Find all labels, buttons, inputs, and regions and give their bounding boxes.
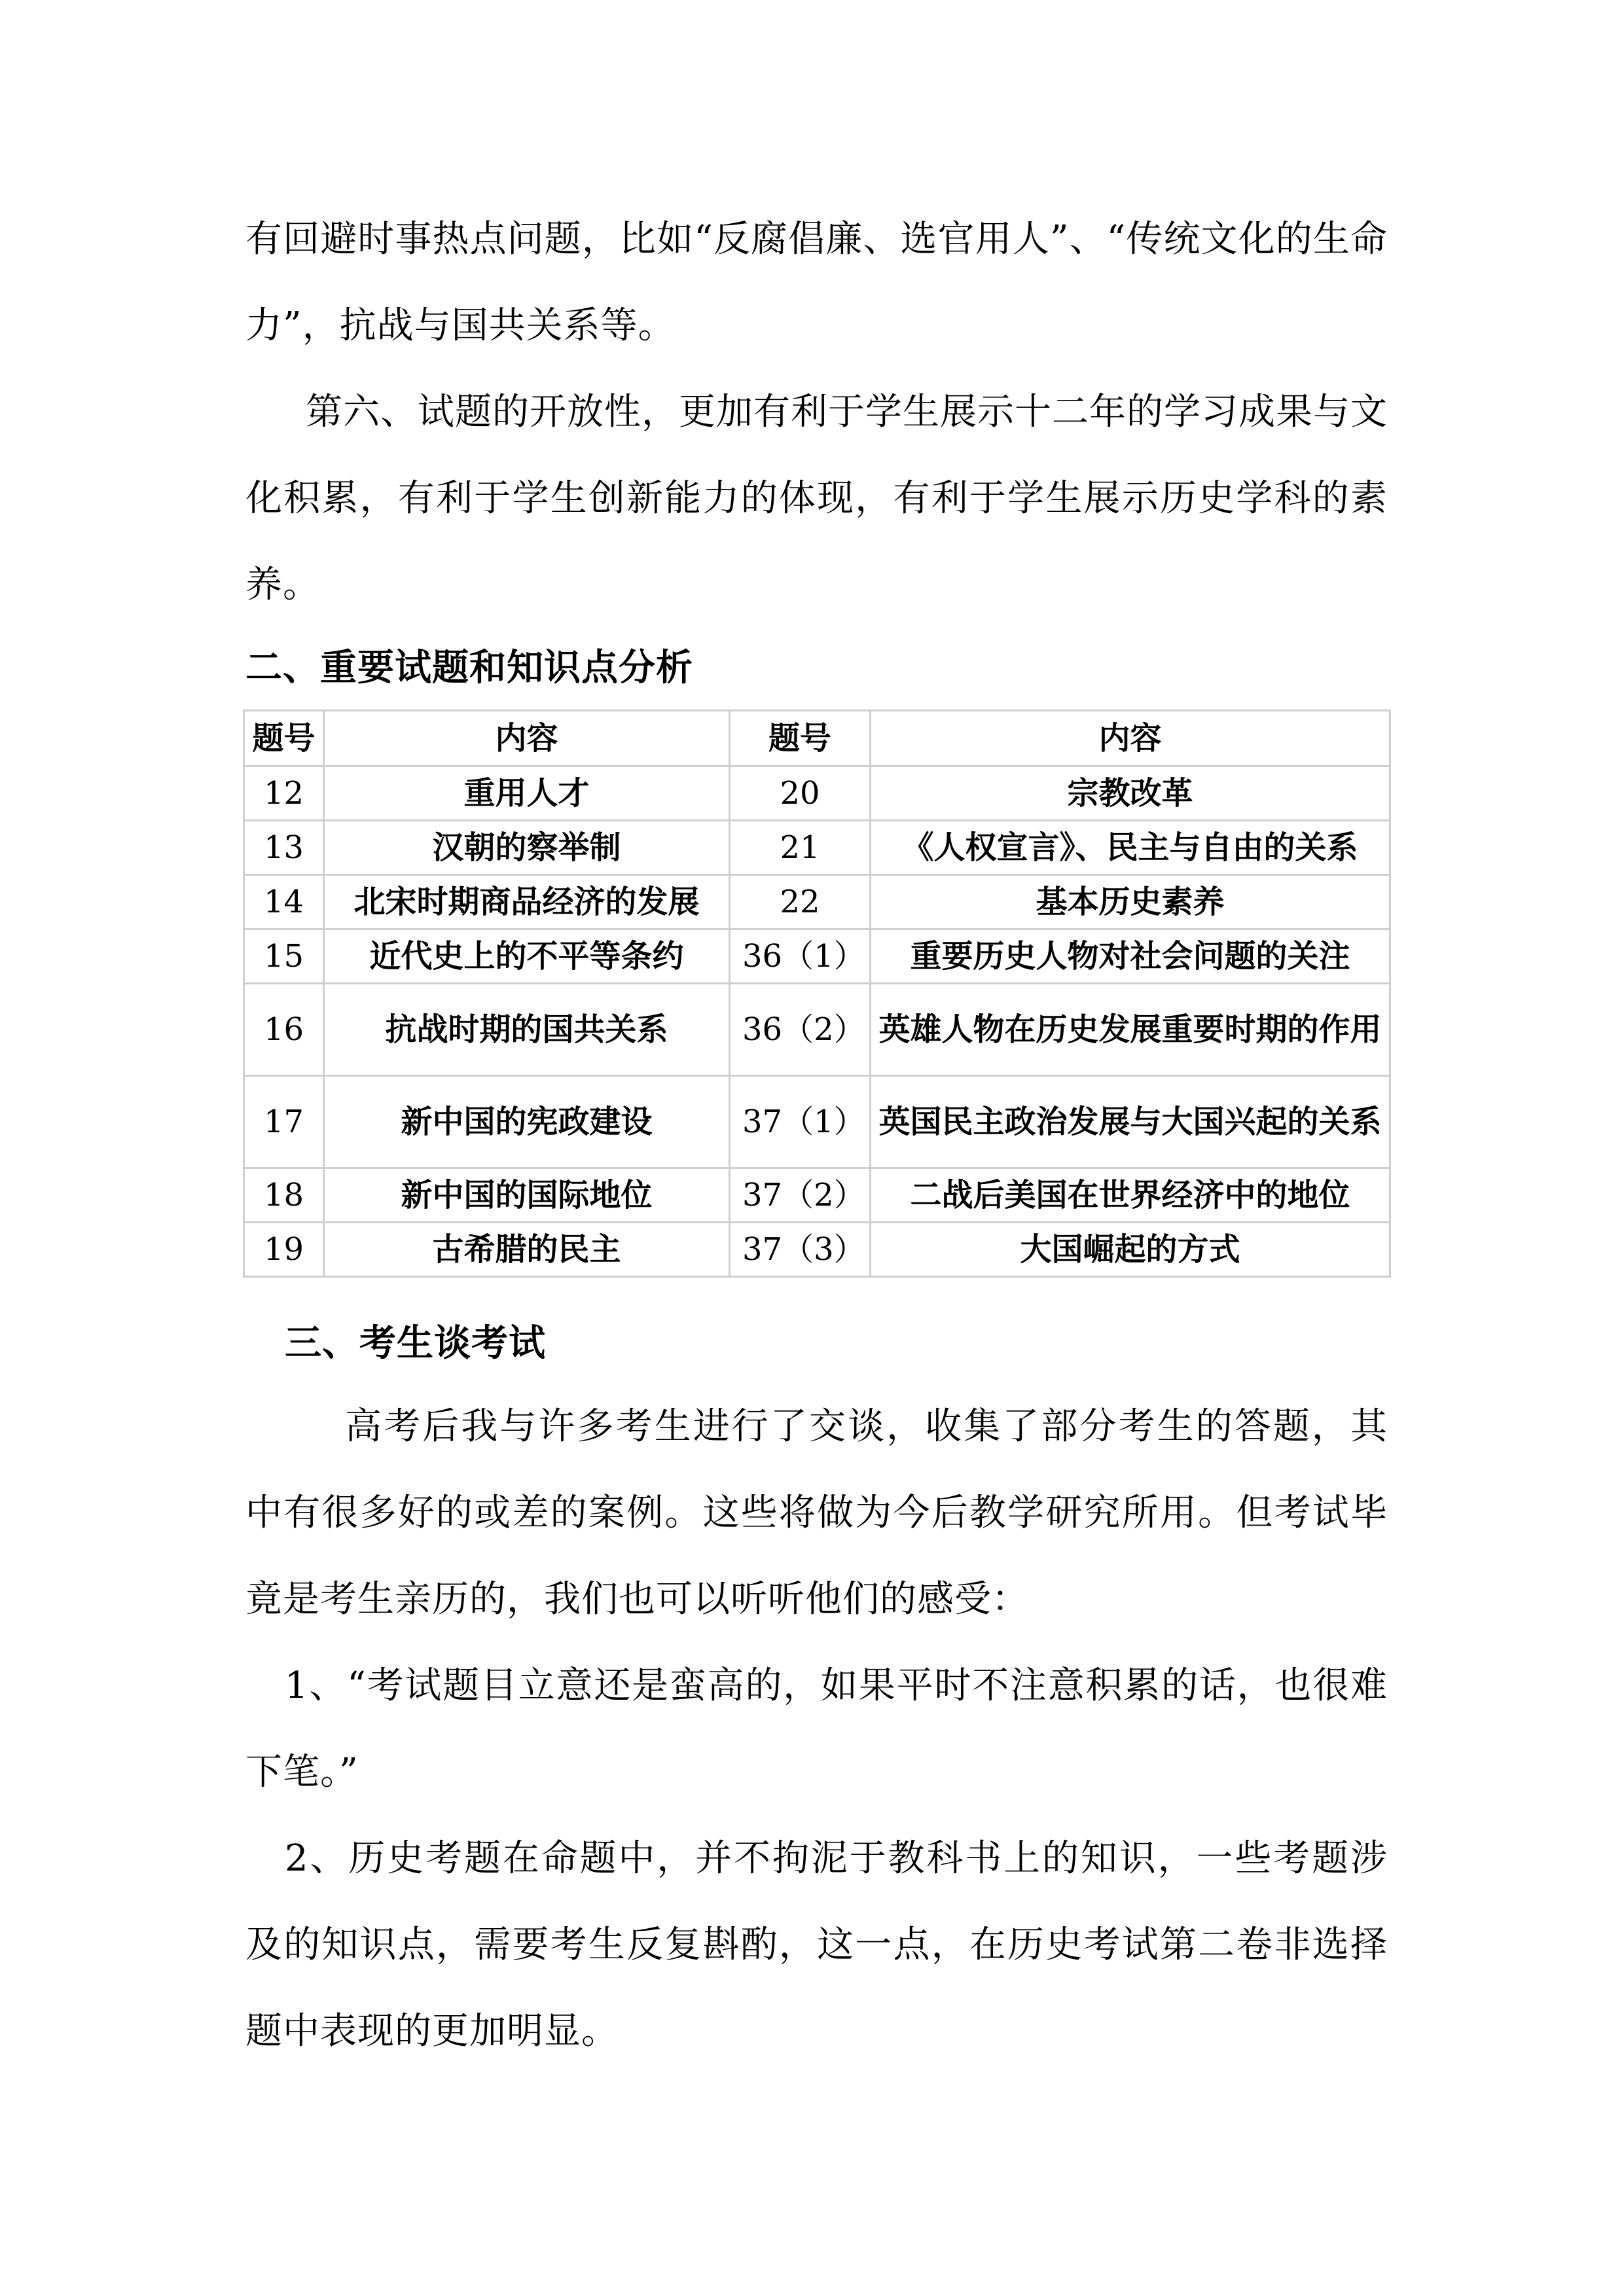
question-no: 22 bbox=[730, 875, 871, 929]
table-row bbox=[244, 875, 1390, 929]
content-cell: 汉朝的察举制 bbox=[324, 821, 730, 875]
content-cell: 英国民主政治发展与大国兴起的关系 bbox=[871, 1076, 1390, 1168]
table-row bbox=[244, 984, 1390, 1076]
content-cell: 重用人才 bbox=[324, 766, 730, 821]
question-no: 20 bbox=[730, 766, 871, 821]
table-row bbox=[244, 1223, 1390, 1277]
paragraph-student-interviews: 高考后我与许多考生进行了交谈，收集了部分考生的答题，其中有很多好的或差的案例。这些将做为今后教学研究所用。但考试毕竟是考生亲历的，我们也可以听听他们的感受： bbox=[245, 1405, 1388, 1621]
content-cell: 《人权宣言》、民主与自由的关系 bbox=[871, 821, 1390, 875]
content-cell: 重要历史人物对社会问题的关注 bbox=[871, 929, 1390, 984]
paragraph-student-quote-1: 1、“考试题目立意还是蛮高的，如果平时不注意积累的话，也很难下笔。” bbox=[245, 1664, 1388, 1793]
content-cell: 新中国的国际地位 bbox=[324, 1168, 730, 1223]
question-no: 14 bbox=[244, 875, 324, 929]
table-row bbox=[244, 1076, 1390, 1168]
content-cell: 近代史上的不平等条约 bbox=[324, 929, 730, 984]
table-row bbox=[244, 1168, 1390, 1223]
question-no: 37（2） bbox=[730, 1168, 871, 1223]
content-cell: 英雄人物在历史发展重要时期的作用 bbox=[871, 984, 1390, 1076]
table-header-row bbox=[244, 711, 1390, 766]
header-content: 内容 bbox=[324, 711, 730, 766]
knowledge-point-table bbox=[243, 709, 1391, 1278]
question-no: 12 bbox=[244, 766, 324, 821]
paragraph-openness: 第六、试题的开放性，更加有利于学生展示十二年的学习成果与文化积累，有利于学生创新能力的体现，有利于学生展示历史学科的素养。 bbox=[245, 391, 1388, 606]
table-row bbox=[244, 929, 1390, 984]
content-cell: 二战后美国在世界经济中的地位 bbox=[871, 1168, 1390, 1223]
table-row bbox=[244, 821, 1390, 875]
question-no: 19 bbox=[244, 1223, 324, 1277]
question-no: 17 bbox=[244, 1076, 324, 1168]
header-content: 内容 bbox=[871, 711, 1390, 766]
content-cell: 古希腊的民主 bbox=[324, 1223, 730, 1277]
content-cell: 北宋时期商品经济的发展 bbox=[324, 875, 730, 929]
question-no: 16 bbox=[244, 984, 324, 1076]
question-no: 13 bbox=[244, 821, 324, 875]
question-no: 37（1） bbox=[730, 1076, 871, 1168]
question-no: 36（1） bbox=[730, 929, 871, 984]
table-row bbox=[244, 766, 1390, 821]
header-question-no: 题号 bbox=[730, 711, 871, 766]
content-cell: 基本历史素养 bbox=[871, 875, 1390, 929]
content-cell: 大国崛起的方式 bbox=[871, 1223, 1390, 1277]
question-no: 21 bbox=[730, 821, 871, 875]
content-cell: 宗教改革 bbox=[871, 766, 1390, 821]
question-no: 18 bbox=[244, 1168, 324, 1223]
question-no: 37（3） bbox=[730, 1223, 871, 1277]
header-question-no: 题号 bbox=[244, 711, 324, 766]
question-no: 15 bbox=[244, 929, 324, 984]
section-heading-2: 二、重要试题和知识点分析 bbox=[245, 646, 693, 689]
question-no: 36（2） bbox=[730, 984, 871, 1076]
section-heading-3: 三、考生谈考试 bbox=[285, 1321, 546, 1365]
paragraph-hot-topics: 有回避时事热点问题，比如“反腐倡廉、选官用人”、“传统文化的生命力”，抗战与国共关系等。 bbox=[245, 218, 1388, 347]
content-cell: 抗战时期的国共关系 bbox=[324, 984, 730, 1076]
content-cell: 新中国的宪政建设 bbox=[324, 1076, 730, 1168]
paragraph-student-quote-2: 2、历史考题在命题中，并不拘泥于教科书上的知识，一些考题涉及的知识点，需要考生反复斟酌，这一点，在历史考试第二卷非选择题中表现的更加明显。 bbox=[245, 1837, 1388, 2053]
